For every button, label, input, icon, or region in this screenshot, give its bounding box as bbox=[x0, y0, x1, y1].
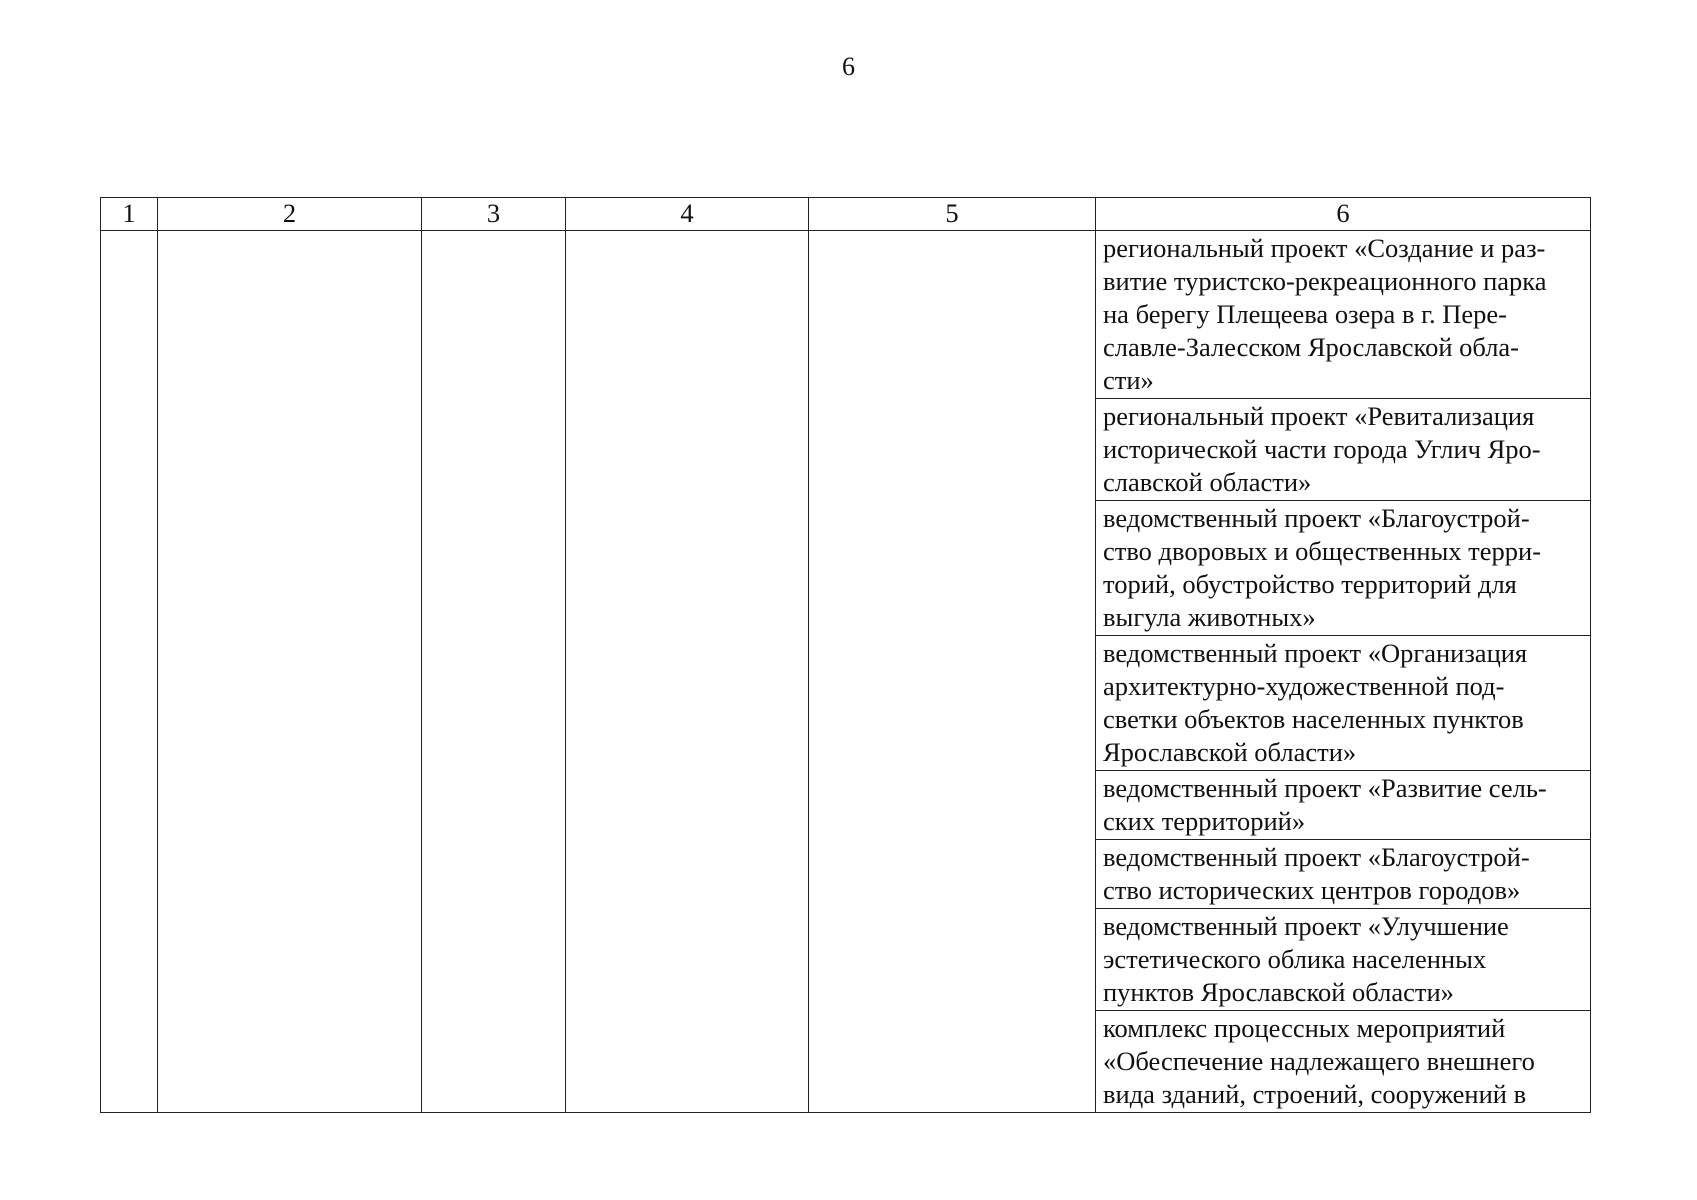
project-entry-line: сти» bbox=[1103, 365, 1154, 395]
empty-cell-col-5 bbox=[809, 231, 1096, 1113]
project-entry-6 bbox=[1096, 840, 1591, 909]
project-entry-line: Ярославской области» bbox=[1103, 737, 1357, 767]
data-table bbox=[100, 197, 1591, 1113]
project-entry-line: на берегу Плещеева озера в г. Пере- bbox=[1103, 299, 1507, 329]
empty-cell-col-4 bbox=[566, 231, 809, 1113]
project-entry-line: ство исторических центров городов» bbox=[1103, 875, 1521, 905]
column-header-4: 4 bbox=[566, 198, 809, 231]
project-entry-line: исторической части города Углич Яро- bbox=[1103, 434, 1541, 464]
project-entry-line: ведомственный проект «Благоустрой- bbox=[1103, 503, 1530, 533]
project-entry-line: ведомственный проект «Развитие сель- bbox=[1103, 773, 1547, 803]
project-entry-line: ведомственный проект «Благоустрой- bbox=[1103, 842, 1530, 872]
table-header-row bbox=[101, 198, 1591, 231]
project-entry-line: «Обеспечение надлежащего внешнего bbox=[1103, 1046, 1535, 1076]
empty-cell-col-1 bbox=[101, 231, 158, 1113]
project-entry-line: ведомственный проект «Организация bbox=[1103, 638, 1528, 668]
project-entry-line: эстетического облика населенных bbox=[1103, 944, 1487, 974]
project-entry-7 bbox=[1096, 909, 1591, 1011]
project-entry-1 bbox=[1096, 231, 1591, 399]
column-header-2: 2 bbox=[158, 198, 422, 231]
empty-cell-col-2 bbox=[158, 231, 422, 1113]
project-entry-line: вида зданий, строений, сооружений в bbox=[1103, 1079, 1527, 1109]
project-entry-line: комплекс процессных мероприятий bbox=[1103, 1013, 1506, 1043]
project-entry-3 bbox=[1096, 501, 1591, 636]
project-entry-line: ведомственный проект «Улучшение bbox=[1103, 911, 1509, 941]
project-entry-line: торий, обустройство территорий для bbox=[1103, 569, 1517, 599]
project-entry-line: витие туристско-рекреационного парка bbox=[1103, 266, 1547, 296]
project-entry-4 bbox=[1096, 636, 1591, 771]
project-entry-2 bbox=[1096, 399, 1591, 501]
project-entry-line: региональный проект «Ревитализация bbox=[1103, 401, 1535, 431]
project-entry-line: пунктов Ярославской области» bbox=[1103, 977, 1454, 1007]
table-row bbox=[101, 231, 1591, 399]
project-entry-5 bbox=[1096, 771, 1591, 840]
project-entry-line: ских территорий» bbox=[1103, 806, 1306, 836]
page-number: 6 bbox=[842, 52, 855, 81]
project-entry-line: архитектурно-художественной под- bbox=[1103, 671, 1505, 701]
project-entry-line: региональный проект «Создание и раз- bbox=[1103, 233, 1546, 263]
column-header-1: 1 bbox=[101, 198, 158, 231]
project-entry-8 bbox=[1096, 1011, 1591, 1113]
project-entry-line: ство дворовых и общественных терри- bbox=[1103, 536, 1542, 566]
project-entry-line: славле-Залесском Ярославской обла- bbox=[1103, 332, 1520, 362]
column-header-6: 6 bbox=[1096, 198, 1591, 231]
column-header-3: 3 bbox=[422, 198, 566, 231]
project-entry-line: выгула животных» bbox=[1103, 602, 1316, 632]
project-entry-line: светки объектов населенных пунктов bbox=[1103, 704, 1524, 734]
empty-cell-col-3 bbox=[422, 231, 566, 1113]
column-header-5: 5 bbox=[809, 198, 1096, 231]
project-entry-line: славской области» bbox=[1103, 467, 1312, 497]
